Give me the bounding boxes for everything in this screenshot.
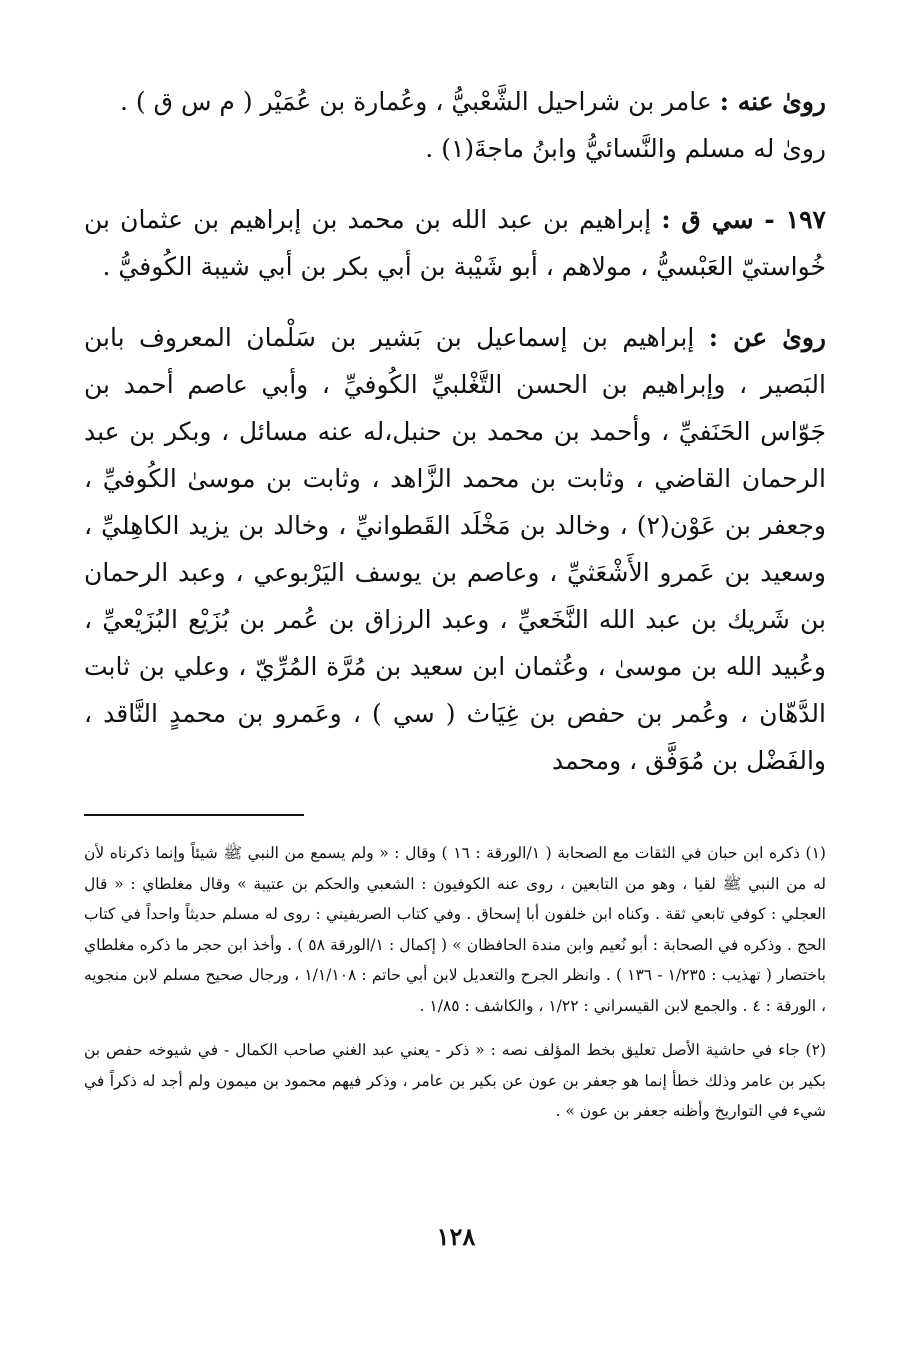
teachers-list: إبراهيم بن إسماعيل بن بَشير بن سَلْمان المعروف بابن البَصير ، وإبراهيم بن الحسن التَّغْلبيِّ الكُوفيِّ ، وأبي عاصم أحمد بن جَوّاس الحَنَفيِّ ، وأحمد بن محمد بن حنبل،له عنه مسائل ، وبكر بن عبد الرحمان القاضي ، وثابت بن محمد الزَّاهد ، وثابت بن موسىٰ الكُوفيِّ ، وجعفر بن عَوْن(٢) ، وخالد بن مَخْلَد القَطوانيِّ ، وخالد بن يزيد الكاهِليِّ ، وسعيد بن عَمرو الأَشْعَثيِّ ، وعاصم بن يوسف اليَرْبوعي ، وعبد الرحمان بن شَريك بن عبد الله النَّخَعيِّ ، وعبد الرزاق بن عُمر بن بُزَيْع البُزَيْعيِّ ، وعُبيد الله بن موسىٰ ، وعُثمان ابن سعيد بن مُرَّة المُرِّيّ ، وعلي بن ثابت الدَّهّان ، وعُمر بن حفص بن غِيَاث ( سي ) ، وعَمرو بن محمدٍ النَّاقد ، والفَضْل بن مُوَفَّق ، ومحمد (84, 323, 826, 775)
narrators-list: عامر بن شراحيل الشَّعْبيُّ ، وعُمارة بن عُمَيْر ( م س ق ) . (120, 87, 712, 116)
narrated-from (84, 314, 826, 784)
page-number: ١٢٨ (436, 1222, 476, 1251)
entry-197 (84, 196, 826, 290)
narrated-by-books: روىٰ له مسلم والنَّسائيُّ وابنُ ماجةَ(١) . (425, 134, 826, 163)
entry-number: ١٩٧ - سي ق : (661, 205, 826, 234)
narrators-from-him (84, 78, 826, 125)
label-rawa-anhu: روىٰ عنه : (719, 87, 826, 116)
label-rawa-an: روىٰ عن : (708, 323, 826, 352)
footnote-separator (84, 814, 304, 816)
footnote-1: (١) ذكره ابن حبان في الثقات مع الصحابة ( ١/الورقة : ١٦ ) وقال : « ولم يسمع من النبي ﷺ شيئاً وإنما ذكرناه لأن له من النبي ﷺ لقيا ، وهو من التابعين ، روى عنه الكوفيون : الشعبي والحكم بن عتيبة » وقال مغلطاي : « قال العجلي : كوفي تابعي ثقة . وكناه ابن خلفون أبا إسحاق . وفي كتاب الصريفيني : روى له مسلم حديثاً واحداً في كتاب الحج . وذكره في الصحابة : أبو نُعيم وابن مندة الحافظان » ( إكمال : ١/الورقة ٥٨ ) . وأخذ ابن حجر ما ذكره مغلطاي باختصار ( تهذيب : ١/٢٣٥ - ١٣٦ ) . وانظر الجرح والتعديل لابن أبي حاتم : ١/١/١٠٨ ، ورجال صحيح مسلم لابن منجويه ، الورقة : ٤ . والجمع لابن القيسراني : ١/٢٢ ، والكاشف : ١/٨٥ . (84, 844, 827, 1015)
footnote-2: (٢) جاء في حاشية الأصل تعليق بخط المؤلف نصه : « ذكر - يعني عبد الغني صاحب الكمال - في شيوخه حفص بن بكير بن عامر وذلك خطأ إنما هو جعفر بن عون عن بكير بن عامر ، وذكر فيهم محمود بن ميمون ولم أجد له ذكراً في شيء في التواريخ وأظنه جعفر بن عون » . (84, 1041, 826, 1120)
entry-name: إبراهيم بن عبد الله بن محمد بن إبراهيم بن عثمان بن خُواستيّ العَبْسيُّ ، مولاهم ، أبو شَيْبة بن أبي بكر بن أبي شيبة الكُوفيُّ . (84, 205, 826, 281)
footnotes (84, 838, 826, 1127)
main-text (84, 78, 826, 784)
